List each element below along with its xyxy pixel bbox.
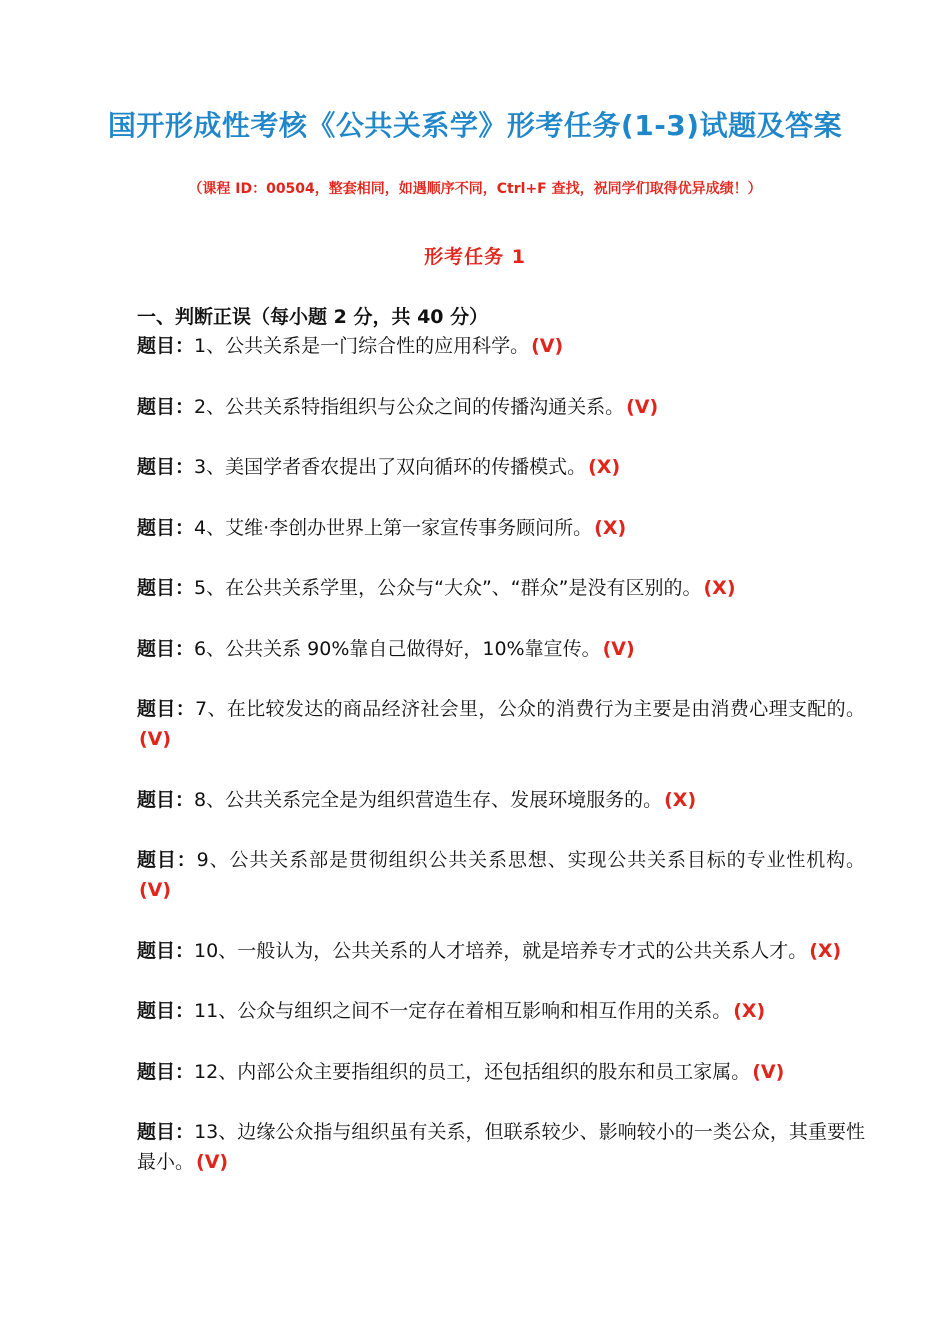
- answer-mark: (X): [588, 456, 621, 478]
- question-label: 题目：: [137, 456, 195, 478]
- question-item: [137, 996, 865, 1026]
- answer-mark: (V): [626, 395, 659, 418]
- question-text: 10、一般认为，公共关系的人才培养，就是培养专才式的公共关系人才。: [194, 939, 808, 962]
- question-item: [137, 452, 865, 482]
- question-text: 5、在公共关系学里，公众与“大众”、“群众”是没有区别的。: [194, 577, 702, 599]
- question-item: [137, 513, 865, 543]
- answer-mark: (V): [602, 637, 635, 660]
- question-item: [137, 331, 865, 361]
- question-label: 题目：: [137, 516, 195, 539]
- answer-mark: (V): [531, 335, 564, 357]
- answer-mark: (V): [139, 879, 172, 901]
- question-label: 题目：: [137, 637, 195, 660]
- question-text: 6、公共关系 90%靠自己做得好，10%靠宣传。: [194, 637, 601, 660]
- question-text: 9、公共关系部是贯彻组织公共关系思想、实现公共关系目标的专业性机构。: [196, 849, 865, 871]
- question-label: 题目：: [137, 395, 195, 418]
- answer-mark: (X): [809, 939, 842, 962]
- question-label: 题目：: [137, 1121, 195, 1143]
- question-text: 3、美国学者香农提出了双向循环的传播模式。: [194, 456, 587, 478]
- question-item: [137, 785, 865, 815]
- question-item: [137, 845, 865, 905]
- answer-mark: (X): [594, 516, 627, 539]
- question-item: [137, 694, 865, 754]
- answer-mark: (V): [752, 1060, 785, 1083]
- question-label: 题目：: [137, 1000, 195, 1022]
- question-text: 13、边缘公众指与组织虽有关系，但联系较少、影响较小的一类公众，其重要性最小。: [137, 1121, 865, 1173]
- document-title: 国开形成性考核《公共关系学》形考任务(1-3)试题及答案: [107, 109, 843, 142]
- answer-mark: (V): [139, 728, 172, 750]
- question-item: [137, 1117, 865, 1177]
- answer-mark: (X): [733, 1000, 766, 1022]
- question-text: 11、公众与组织之间不一定存在着相互影响和相互作用的关系。: [194, 1000, 732, 1022]
- question-item: [137, 936, 865, 966]
- question-item: [137, 392, 865, 422]
- answer-mark: (X): [664, 788, 697, 811]
- task-heading: 形考任务 1: [424, 246, 526, 268]
- question-label: 题目：: [137, 939, 195, 962]
- question-label: 题目：: [137, 698, 196, 720]
- question-item: [137, 573, 865, 603]
- question-label: 题目：: [137, 335, 195, 357]
- question-text: 8、公共关系完全是为组织营造生存、发展环境服务的。: [194, 788, 663, 811]
- question-list: [137, 331, 865, 1208]
- section-heading: 一、判断正误（每小题 2 分，共 40 分）: [137, 306, 489, 328]
- question-text: 1、公共关系是一门综合性的应用科学。: [194, 335, 530, 357]
- question-label: 题目：: [137, 849, 197, 871]
- question-item: [137, 1057, 865, 1087]
- question-item: [137, 634, 865, 664]
- question-label: 题目：: [137, 1060, 195, 1083]
- question-label: 题目：: [137, 577, 195, 599]
- question-text: 7、在比较发达的商品经济社会里，公众的消费行为主要是由消费心理支配的。: [195, 698, 865, 720]
- document-subtitle: （课程 ID：00504，整套相同，如遇顺序不同，Ctrl+F 查找，祝同学们取得优异成绩！）: [188, 181, 762, 197]
- question-label: 题目：: [137, 788, 195, 811]
- question-text: 4、艾维·李创办世界上第一家宣传事务顾问所。: [194, 516, 593, 539]
- answer-mark: (V): [196, 1151, 229, 1173]
- question-text: 2、公共关系特指组织与公众之间的传播沟通关系。: [194, 395, 625, 418]
- question-text: 12、内部公众主要指组织的员工，还包括组织的股东和员工家属。: [194, 1060, 751, 1083]
- answer-mark: (X): [703, 577, 736, 599]
